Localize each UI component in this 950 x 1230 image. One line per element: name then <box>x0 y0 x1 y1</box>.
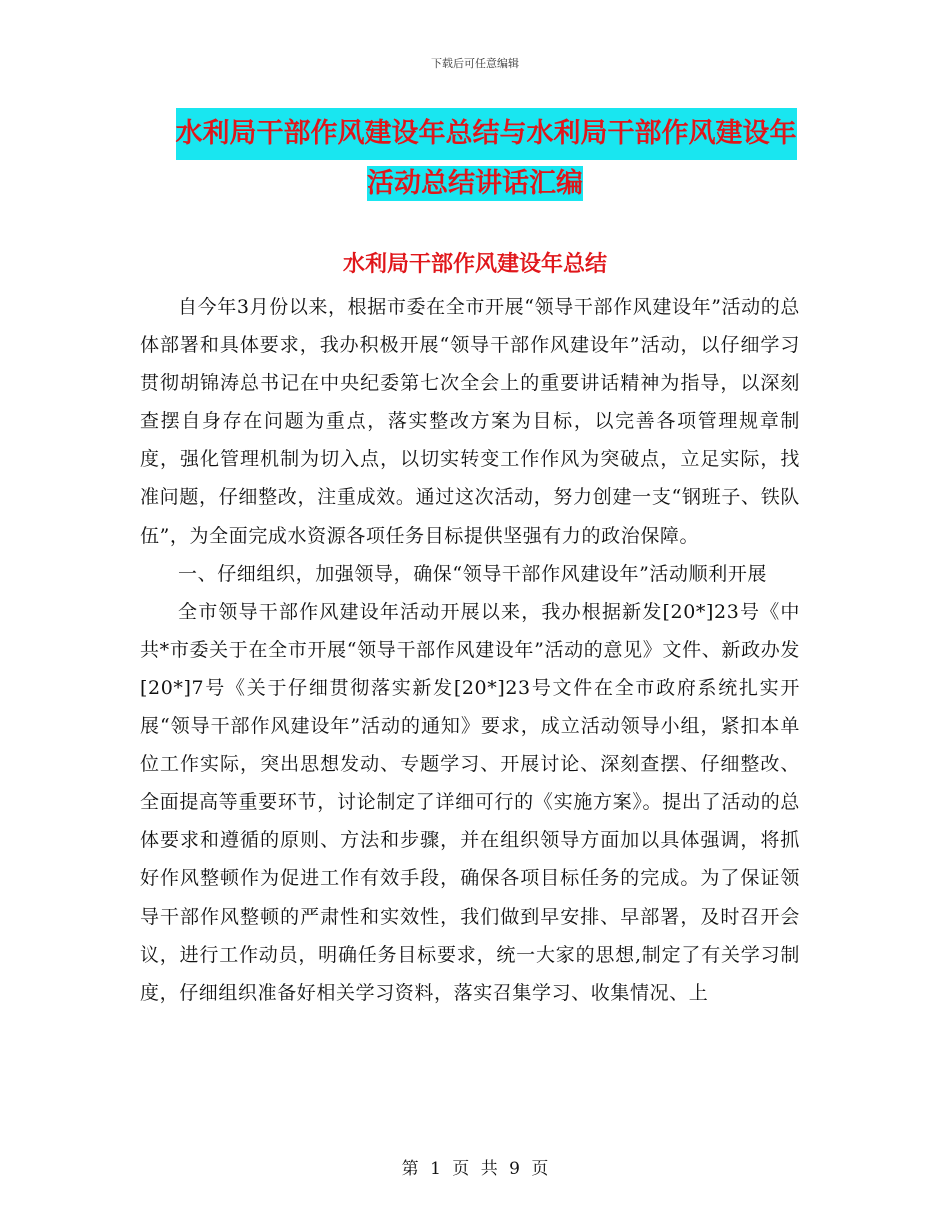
document-title-line1: 水利局干部作风建设年总结与水利局干部作风建设年 <box>176 108 797 160</box>
paragraph-intro: 自今年3月份以来，根据市委在全市开展“领导干部作风建设年”活动的总体部署和具体要求，我办积极开展“领导干部作风建设年”活动，以仔细学习贯彻胡锦涛总书记在中央纪委第七次全会上的重要讲话精神为指导，以深刻查摆自身存在问题为重点，落实整改方案为目标，以完善各项管理规章制度，强化管理机制为切入点，以切实转变工作作风为突破点，立足实际，找准问题，仔细整改，注重成效。通过这次活动，努力创建一支“钢班子、铁队伍”，为全面完成水资源各项任务目标提供坚强有力的政治保障。 <box>140 296 800 547</box>
document-title <box>0 108 950 208</box>
paragraph-detail: 全市领导干部作风建设年活动开展以来，我办根据新发[20*]23号《中共*市委关于在全市开展“领导干部作风建设年”活动的意见》文件、新政办发[20*]7号《关于仔细贯彻落实新发[20*]23号文件在全市政府系统扎实开展“领导干部作风建设年”活动的通知》要求，成立活动领导小组，紧扣本单位工作实际，突出思想发动、专题学习、开展讨论、深刻查摆、仔细整改、全面提高等重要环节，讨论制定了详细可行的《实施方案》。提出了活动的总体要求和遵循的原则、方法和步骤，并在组织领导方面加以具体强调，将抓好作风整顿作为促进工作有效手段，确保各项目标任务的完成。为了保证领导干部作风整顿的严肃性和实效性，我们做到早安排、早部署，及时召开会议，进行工作动员，明确任务目标要求，统一大家的思想,制定了有关学习制度，仔细组织准备好相关学习资料，落实召集学习、收集情况、上 <box>140 600 800 1004</box>
document-body <box>140 288 800 1012</box>
page-header-note: 下载后可任意编辑 <box>431 57 519 70</box>
paragraph-heading-1: 一、仔细组织，加强领导，确保“领导干部作风建设年”活动顺利开展 <box>178 562 768 585</box>
section-title: 水利局干部作风建设年总结 <box>342 252 607 277</box>
document-title-line2: 活动总结讲话汇编 <box>367 168 583 199</box>
page-footer: 第 1 页 共 9 页 <box>401 1159 549 1179</box>
